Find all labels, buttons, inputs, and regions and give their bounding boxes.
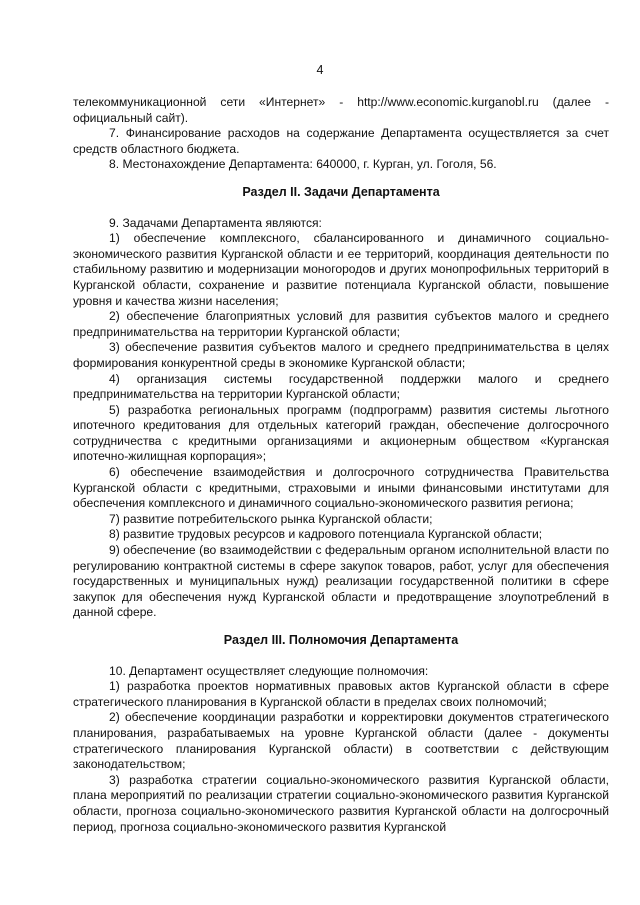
paragraph-7: 7. Финансирование расходов на содержание Департамента осуществляется за счет средств областного бюджета. xyxy=(73,126,609,156)
task-item-2: 2) обеспечение благоприятных условий для развития субъектов малого и среднего предпринимательства на территории Курганской области; xyxy=(73,309,609,339)
task-item-4: 4) организация системы государственной поддержки малого и среднего предпринимательства на территории Курганской области; xyxy=(73,371,609,402)
website-line: телекоммуникационной сети «Интернет» - http://www.economic.kurganobl.ru (далее - официальный сайт). xyxy=(73,95,609,125)
section-3-title: Раздел III. Полномочия Департамента xyxy=(223,633,459,647)
power-item-1: 1) разработка проектов нормативных правовых актов Курганской области в сфере стратегического планирования в Курганской области в пределах своих полномочий; xyxy=(73,679,609,709)
task-item-3: 3) обеспечение развития субъектов малого и среднего предпринимательства в целях формирования конкурентной среды в экономике Курганской области; xyxy=(73,340,609,370)
power-item-2: 2) обеспечение координации разработки и корректировки документов стратегического планирования, разрабатываемых на уровне Курганской области (далее - документы стратегического планирования Курганской области) в соответствии с действующим законодательством; xyxy=(73,710,609,772)
paragraph-8: 8. Местонахождение Департамента: 640000, г. Курган, ул. Гоголя, 56. xyxy=(109,157,497,172)
task-item-1: 1) обеспечение комплексного, сбалансированного и динамичного социально-экономического развития Курганской области и ее территорий, координация деятельности по стабильному развитию и модернизации моногородов и других монопрофильных территорий в Курганской области, сохранение и развитие потенциала Курганской области, повышение уровня и качества жизни населения; xyxy=(73,231,609,308)
task-item-5: 5) разработка региональных программ (подпрограмм) развития системы льготного ипотечного кредитования для отдельных категорий граждан, обеспечение долгосрочного сотрудничества с кредитными организациями и акционерным обществом «Курганская ипотечно-жилищная корпорация»; xyxy=(73,402,609,464)
task-item-9: 9) обеспечение (во взаимодействии с федеральным органом исполнительной власти по регулированию контрактной системы в сфере закупок товаров, работ, услуг для обеспечения государственных и муниципальных нужд) реализации государственной политики в сфере закупок для обеспечения нужд Курганской области и предотвращение злоупотреблений в данной сфере. xyxy=(73,543,609,620)
power-item-3: 3) разработка стратегии социально-экономического развития Курганской области, плана мероприятий по реализации стратегии социально-экономического развития Курганской области, прогноза социально-экономического развития Курганской области на долгосрочный период, прогноза социально-экономического развития Курганской xyxy=(73,772,609,834)
section-2-lead: 9. Задачами Департамента являются: xyxy=(109,215,322,230)
section-2-title: Раздел II. Задачи Департамента xyxy=(242,184,440,199)
task-item-6: 6) обеспечение взаимодействия и долгосрочного сотрудничества Правительства Курганской области с кредитными, страховыми и иными финансовыми институтами для обеспечения комплексного и динамичного социально-экономического развития региона; xyxy=(73,465,609,511)
task-item-8: 8) развитие трудовых ресурсов и кадрового потенциала Курганской области; xyxy=(109,527,543,542)
task-item-7: 7) развитие потребительского рынка Курганской области; xyxy=(109,511,433,526)
page-number: 4 xyxy=(316,63,324,77)
document-body xyxy=(73,95,609,835)
section-3-lead: 10. Департамент осуществляет следующие полномочия: xyxy=(109,663,429,678)
